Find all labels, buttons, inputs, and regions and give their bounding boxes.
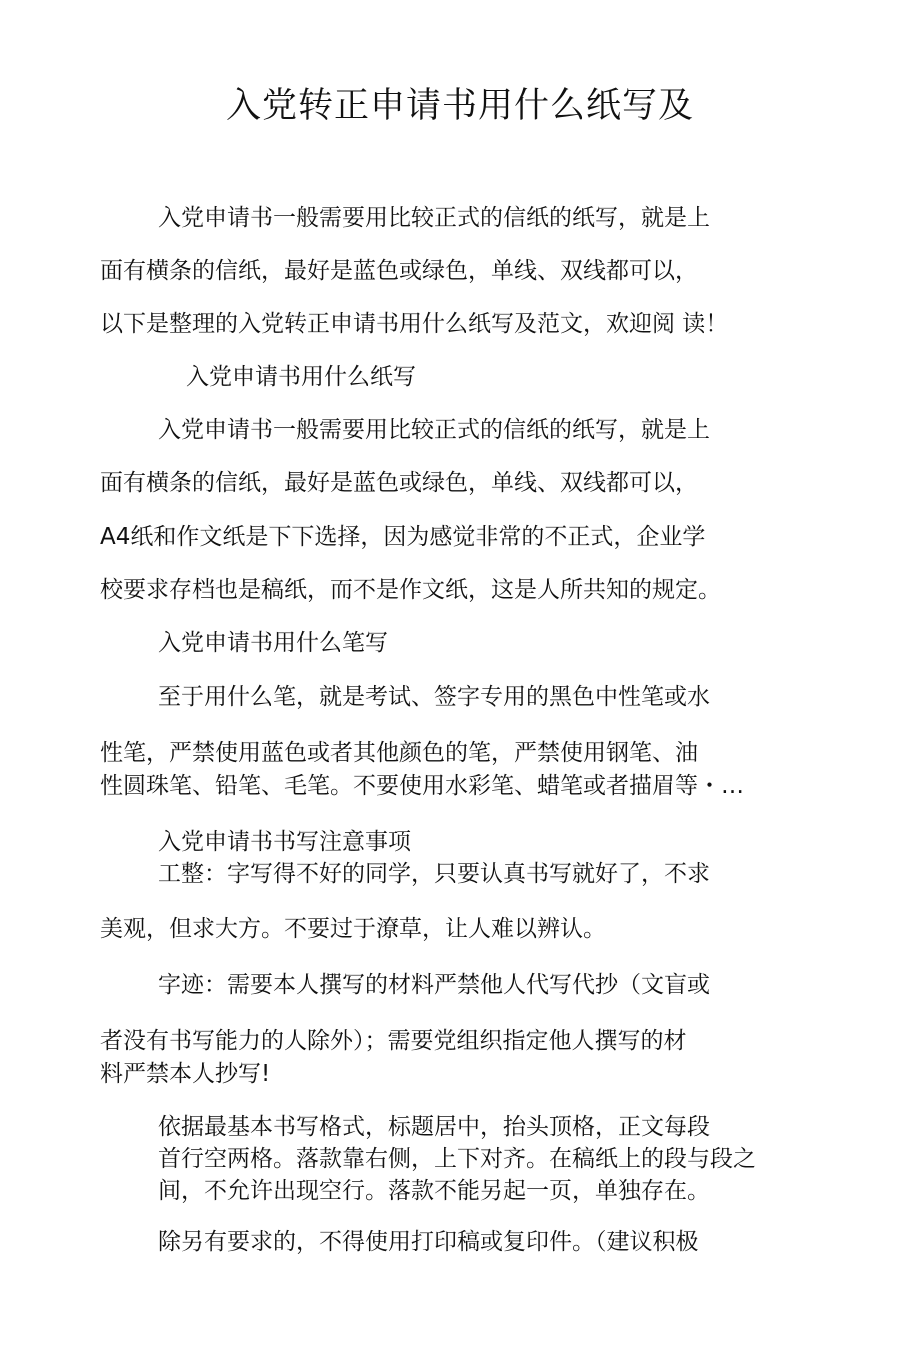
paragraph-2-line-1: 入党申请书一般需要用比较正式的信纸的纸写，就是上	[158, 417, 710, 443]
paragraph-5-line-2: 者没有书写能力的人除外）；需要党组织指定他人撰写的材	[100, 1028, 687, 1054]
paragraph-1-line-3: 以下是整理的入党转正申请书用什么纸写及范文，欢迎阅 读！	[100, 311, 729, 337]
paragraph-6-line-2: 首行空两格。落款靠右侧，上下对齐。在稿纸上的段与段之	[158, 1146, 756, 1172]
paragraph-4-line-2: 美观，但求大方。不要过于潦草，让人难以辨认。	[100, 916, 606, 942]
paragraph-6-line-1: 依据最基本书写格式，标题居中，抬头顶格，正文每段	[158, 1114, 710, 1140]
paragraph-7-line-1: 除另有要求的，不得使用打印稿或复印件。（建议积极	[158, 1229, 699, 1255]
paragraph-2-line-3: A4纸和作文纸是下下选择，因为感觉非常的不正式，企业学	[100, 524, 706, 550]
section-heading-paper: 入党申请书用什么纸写	[186, 364, 416, 390]
paragraph-1-line-1: 入党申请书一般需要用比较正式的信纸的纸写，就是上	[158, 205, 710, 231]
document-title: 入党转正申请书用什么纸写及	[225, 86, 694, 126]
paragraph-5-line-3: 料严禁本人抄写!	[100, 1061, 271, 1087]
paragraph-2-line-4: 校要求存档也是稿纸，而不是作文纸，这是人所共知的规定。	[100, 577, 721, 603]
paragraph-2-line-2: 面有横条的信纸，最好是蓝色或绿色，单线、双线都可以，	[100, 470, 698, 496]
section-heading-pen: 入党申请书用什么笔写	[158, 630, 388, 656]
section-heading-notes: 入党申请书书写注意事项	[158, 829, 411, 855]
paragraph-5-line-1: 字迹：需要本人撰写的材料严禁他人代写代抄（文盲或	[158, 972, 710, 998]
paragraph-1-line-2: 面有横条的信纸，最好是蓝色或绿色，单线、双线都可以，	[100, 258, 698, 284]
paragraph-4-line-1: 工整：字写得不好的同学，只要认真书写就好了，不求	[158, 861, 710, 887]
paragraph-3-line-3: 性圆珠笔、铅笔、毛笔。不要使用水彩笔、蜡笔或者描眉等・…	[100, 773, 744, 799]
paragraph-3-line-2: 性笔，严禁使用蓝色或者其他颜色的笔，严禁使用钢笔、油	[100, 740, 698, 766]
paragraph-3-line-1: 至于用什么笔，就是考试、签字专用的黑色中性笔或水	[158, 684, 710, 710]
paragraph-6-line-3: 间，不允许出现空行。落款不能另起一页，单独存在。	[158, 1178, 710, 1204]
